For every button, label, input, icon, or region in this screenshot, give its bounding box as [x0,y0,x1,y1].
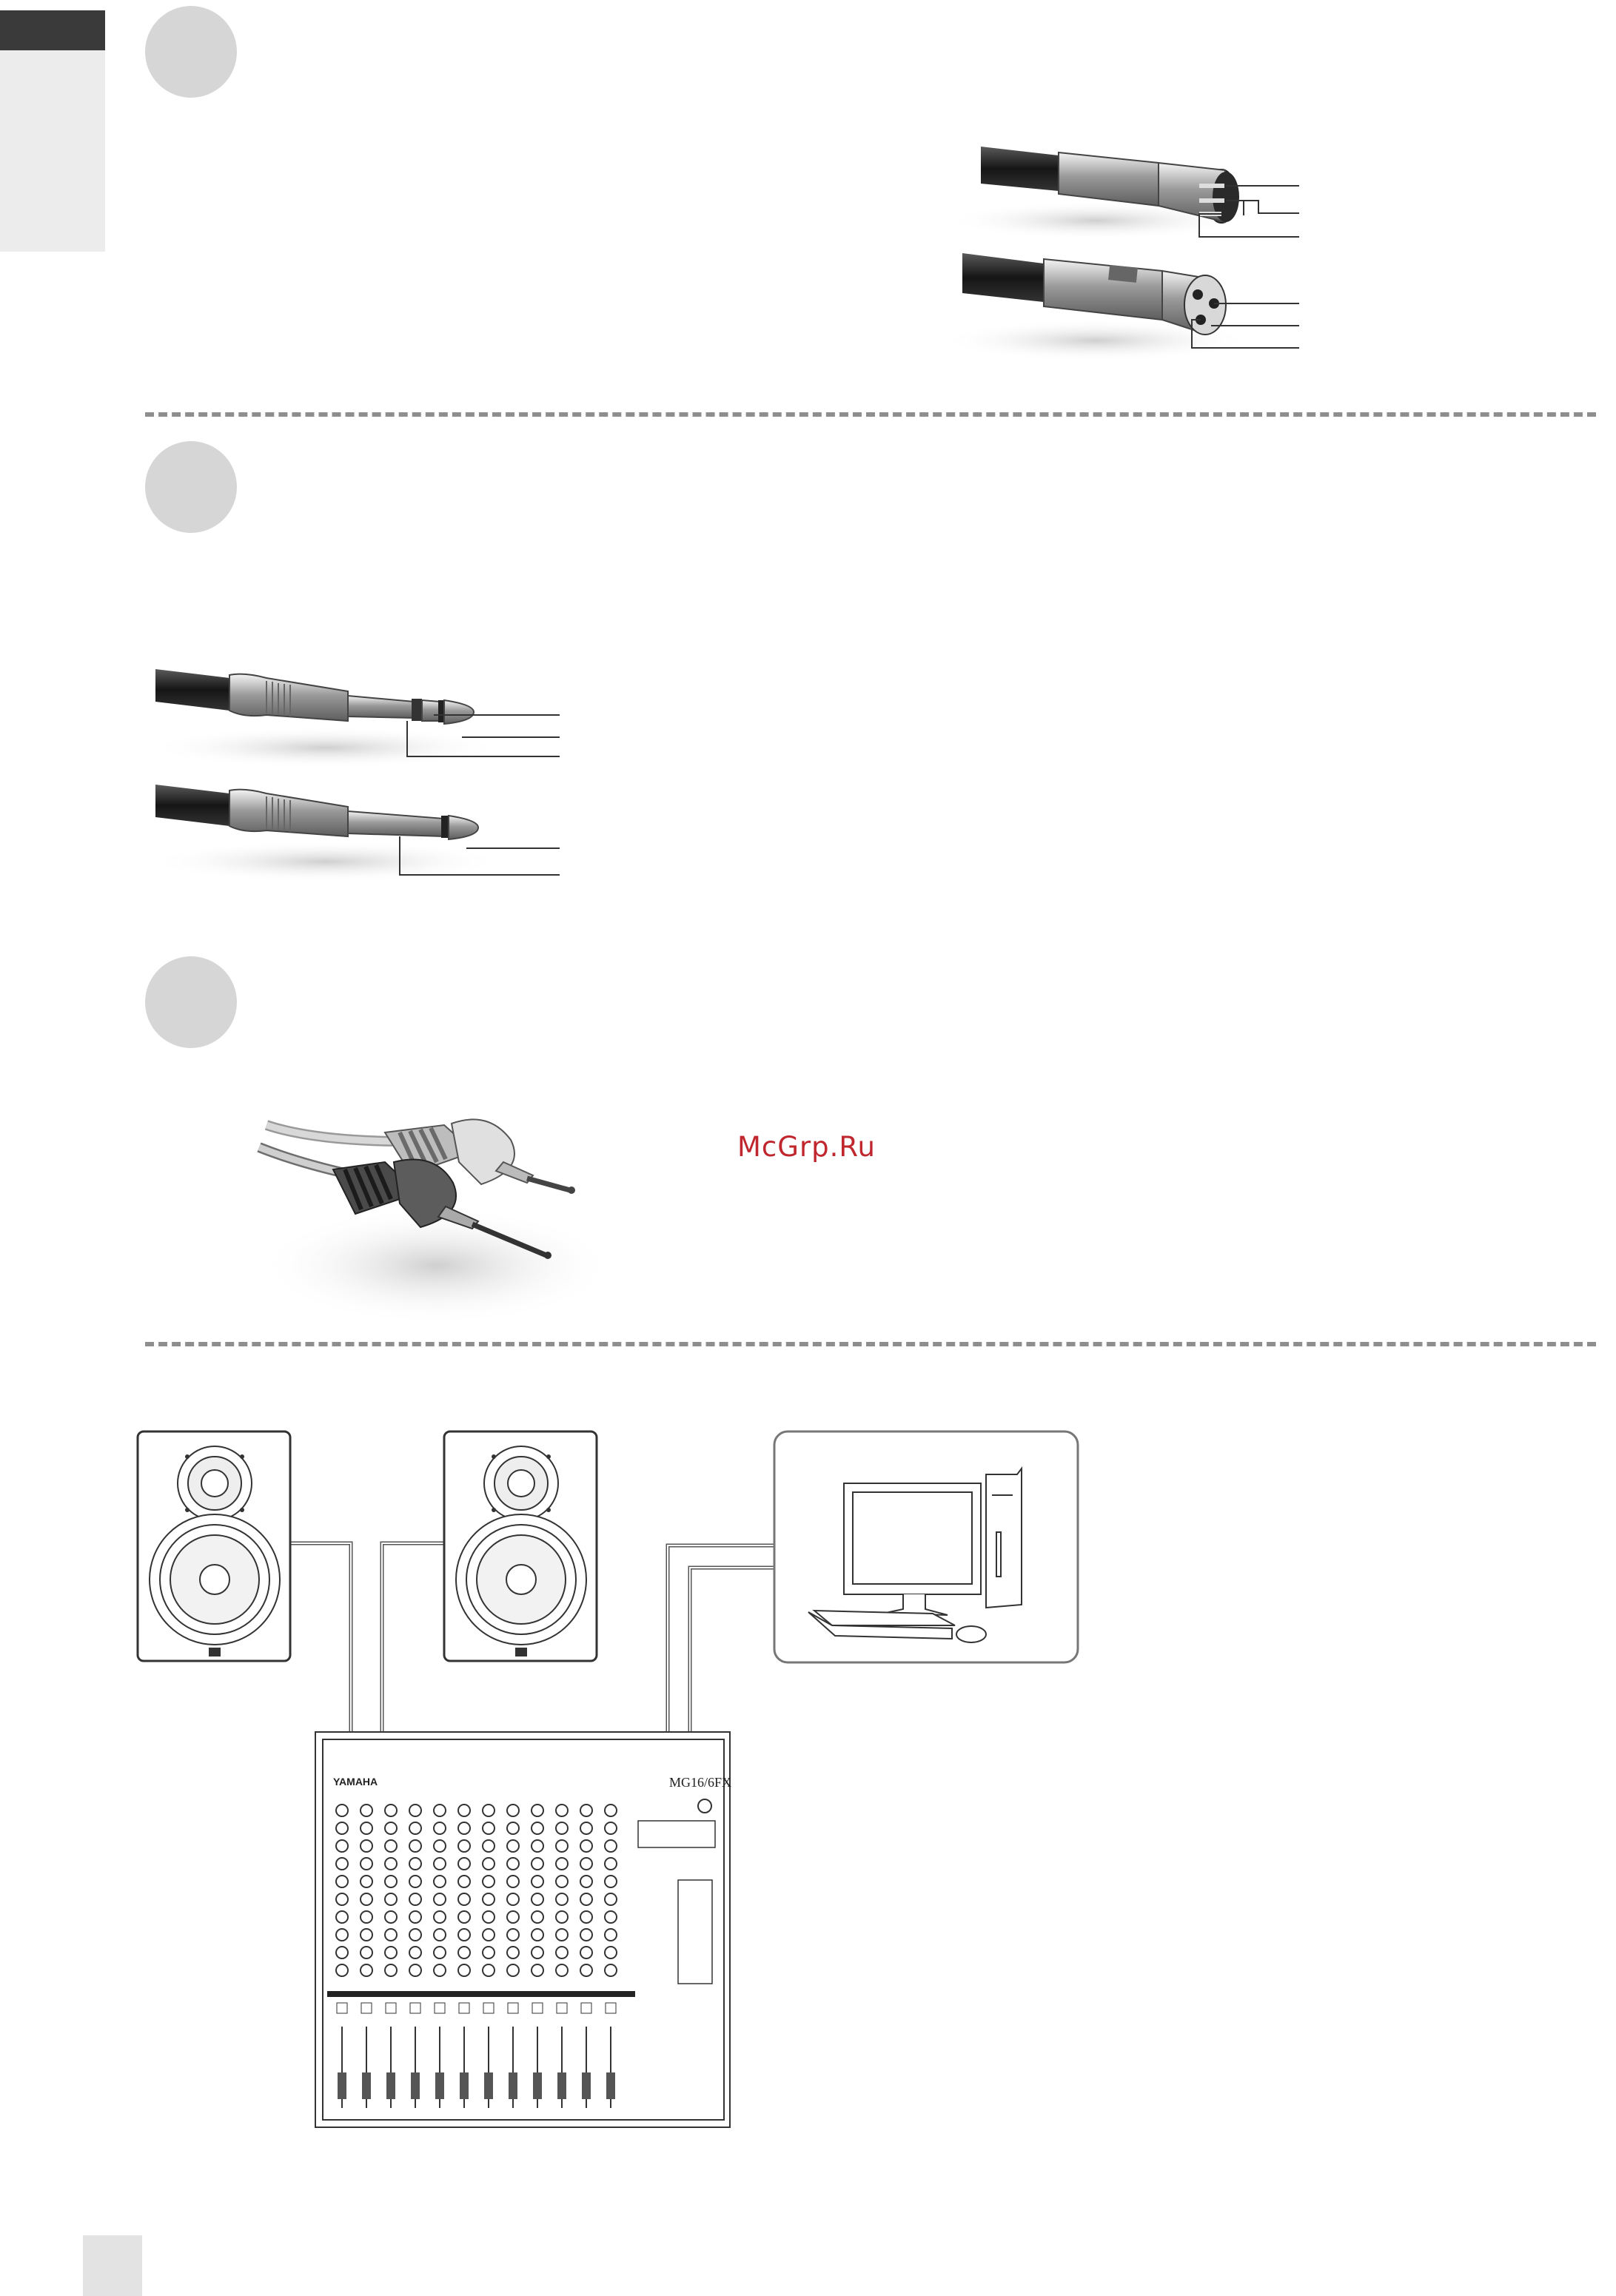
computer-icon [774,1431,1078,1662]
rca-plugs-icon [259,1119,614,1325]
connection-diagram [133,1421,1096,2132]
xlr-female-icon [940,253,1251,361]
section-bubble-2 [145,441,237,533]
ts-plug-icon [148,785,503,882]
section-divider-1 [145,412,1596,417]
page-number-tab [83,2235,142,2296]
xlr-connectors-illustration [948,126,1303,363]
speaker-right-icon [444,1431,597,1661]
mixer-label-strip [327,1991,635,1997]
mixer-icon [315,1732,731,2127]
speaker-left-icon [138,1431,290,1661]
chapter-tab-light [0,50,105,252]
watermark-text: McGrp.Ru [737,1131,876,1163]
trs-plug-icon [148,669,503,768]
rca-plugs-illustration [252,1081,651,1325]
mixer-brand-label: YAMAHA [333,1776,378,1788]
mixer-model-label: MG16/6FX [669,1775,732,1790]
phone-plugs-illustration [148,659,563,903]
section-bubble-1 [145,6,237,98]
chapter-tab-dark [0,10,105,50]
section-divider-2 [145,1342,1596,1346]
section-bubble-3 [145,956,237,1048]
